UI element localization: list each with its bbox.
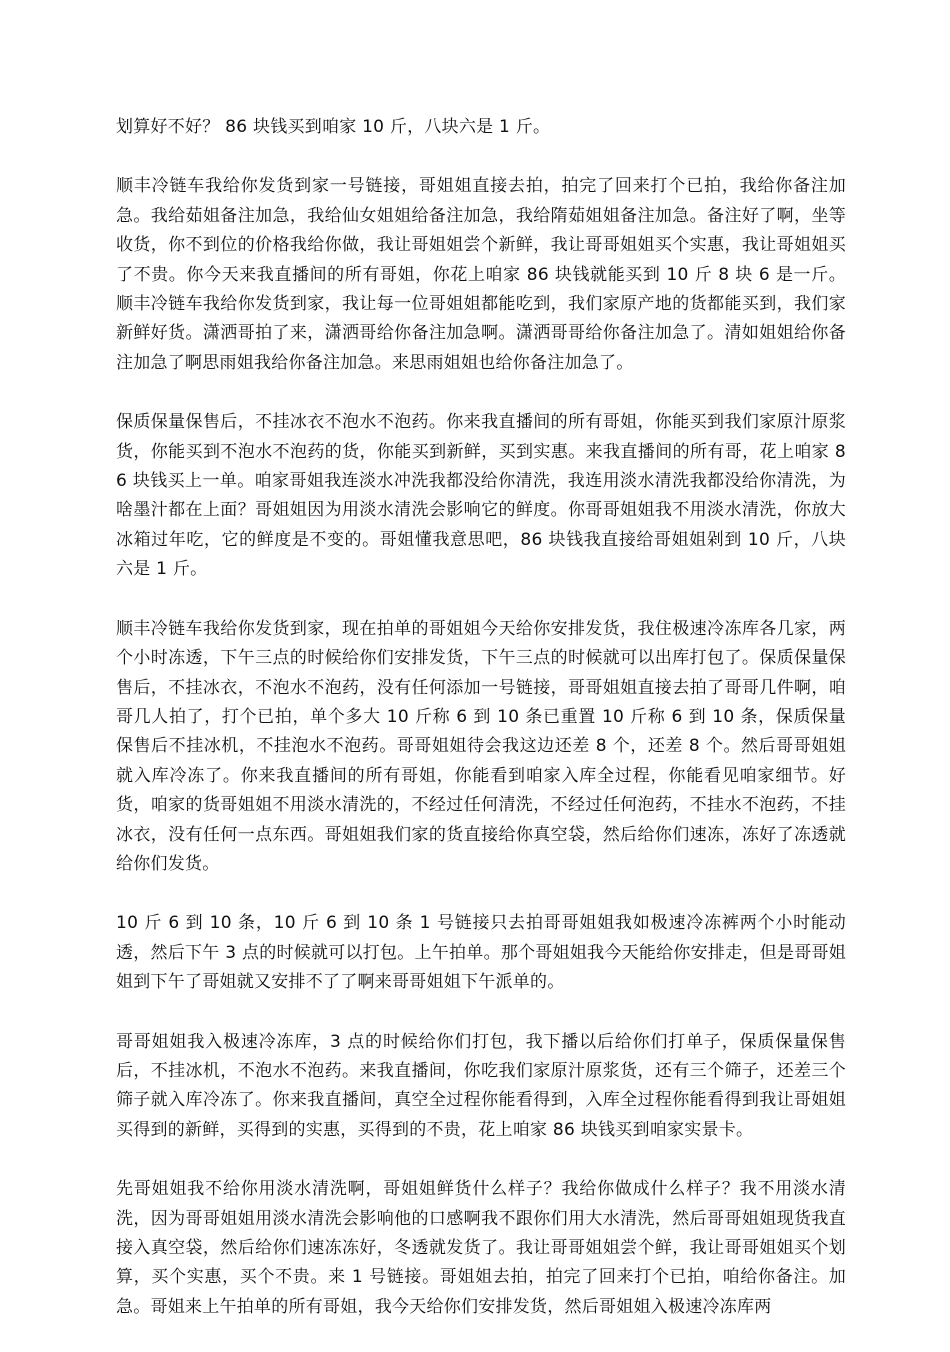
paragraph-1: 划算好不好？ 86 块钱买到咱家 10 斤，八块六是 1 斤。 xyxy=(116,117,551,137)
paragraph-2: 顺丰冷链车我给你发货到家一号链接，哥姐姐直接去拍，拍完了回来打个已拍，我给你备注加急。我给茹姐备注加急，我给仙女姐姐给备注加急，我给隋茹姐姐备注加急。备注好了啊，坐等收货，你不到位的价格我给你做，我让哥姐姐尝个新鲜，我让哥哥姐姐买个实惠，我让哥姐姐买了不贵。你今天来我直播间的所有哥姐，你花上咱家 86 块钱就能买到 10 斤 8 块 6 是一斤。顺丰冷链车我给你发货到家，我让每一位哥姐姐都能吃到，我们家原产地的货都能买到，我们家新鲜好货。潇洒哥拍了来，潇洒哥给你备注加急啊。潇洒哥哥给你备注加急了。清如姐姐给你备注加急了啊思雨姐我给你备注加急。来思雨姐姐也给你备注加急了。 xyxy=(116,176,846,373)
paragraph-6: 哥哥姐姐我入极速冷冻库，3 点的时候给你们打包，我下播以后给你们打单子，保质保量保售后，不挂冰机，不泡水不泡药。来我直播间，你吃我们家原汁原浆货，还有三个筛子，还差三个筛子就入库冷冻了。你来我直播间，真空全过程你能看得到，入库全过程你能看得到我让哥姐姐买得到的新鲜，买得到的实惠，买得到的不贵，花上咱家 86 块钱买到咱家实景卡。 xyxy=(116,1031,846,1140)
paragraph-4: 顺丰冷链车我给你发货到家，现在拍单的哥姐姐今天给你安排发货，我住极速冷冻库各几家，两个小时冻透，下午三点的时候给你们安排发货，下午三点的时候就可以出库打包了。保质保量保售后，不挂冰衣，不泡水不泡药，没有任何添加一号链接，哥哥姐姐直接去拍了哥哥几件啊，咱哥几人拍了，打个已拍，单个多大 10 斤称 6 到 10 条已重置 10 斤称 6 到 10 条，保质保量保售后不挂冰机，不挂泡水不泡药。哥哥姐姐待会我这边还差 8 个，还差 8 个。然后哥哥姐姐就入库冷冻了。你来我直播间的所有哥姐，你能看到咱家入库全过程，你能看见咱家细节。好货，咱家的货哥姐姐不用淡水清洗的，不经过任何清洗，不经过任何泡药，不挂水不泡药，不挂冰衣，没有任何一点东西。哥姐姐我们家的货直接给你真空袋，然后给你们速冻，冻好了冻透就给你们发货。 xyxy=(116,618,846,874)
paragraph-7: 先哥姐姐我不给你用淡水清洗啊，哥姐姐鲜货什么样子？我给你做成什么样子？我不用淡水清洗，因为哥哥姐姐用淡水清洗会影响他的口感啊我不跟你们用大水清洗，然后哥哥姐姐现货我直接入真空袋，然后给你们速冻冻好，冬透就发货了。我让哥哥姐姐尝个鲜，我让哥哥姐姐买个划算，买个实惠，买个不贵。来 1 号链接。哥姐姐去拍，拍完了回来打个已拍，咱给你备注。加急。哥姐来上午拍单的所有哥姐，我今天给你们安排发货，然后哥姐姐入极速冷冻库两 xyxy=(116,1179,846,1317)
document-body xyxy=(116,113,846,1352)
paragraph-3: 保质保量保售后，不挂冰衣不泡水不泡药。你来我直播间的所有哥姐，你能买到我们家原汁原浆货，你能买到不泡水不泡药的货，你能买到新鲜，买到实惠。来我直播间的所有哥，花上咱家 86 块钱买上一单。咱家哥姐我连淡水冲洗我都没给你清洗，我连用淡水清洗我都没给你清洗，为啥墨汁都在上面？哥姐姐因为用淡水清洗会影响它的鲜度。你哥哥姐姐我不用淡水清洗，你放大冰箱过年吃，它的鲜度是不变的。哥姐懂我意思吧，86 块钱我直接给哥姐姐剁到 10 斤，八块六是 1 斤。 xyxy=(116,412,846,580)
paragraph-5: 10 斤 6 到 10 条，10 斤 6 到 10 条 1 号链接只去拍哥哥姐姐我如极速冷冻裤两个小时能动透，然后下午 3 点的时候就可以打包。上午拍单。那个哥姐姐我今天能给你安排走，但是哥哥姐姐到下午了哥姐就又安排不了了啊来哥哥姐姐下午派单的。 xyxy=(116,913,846,993)
